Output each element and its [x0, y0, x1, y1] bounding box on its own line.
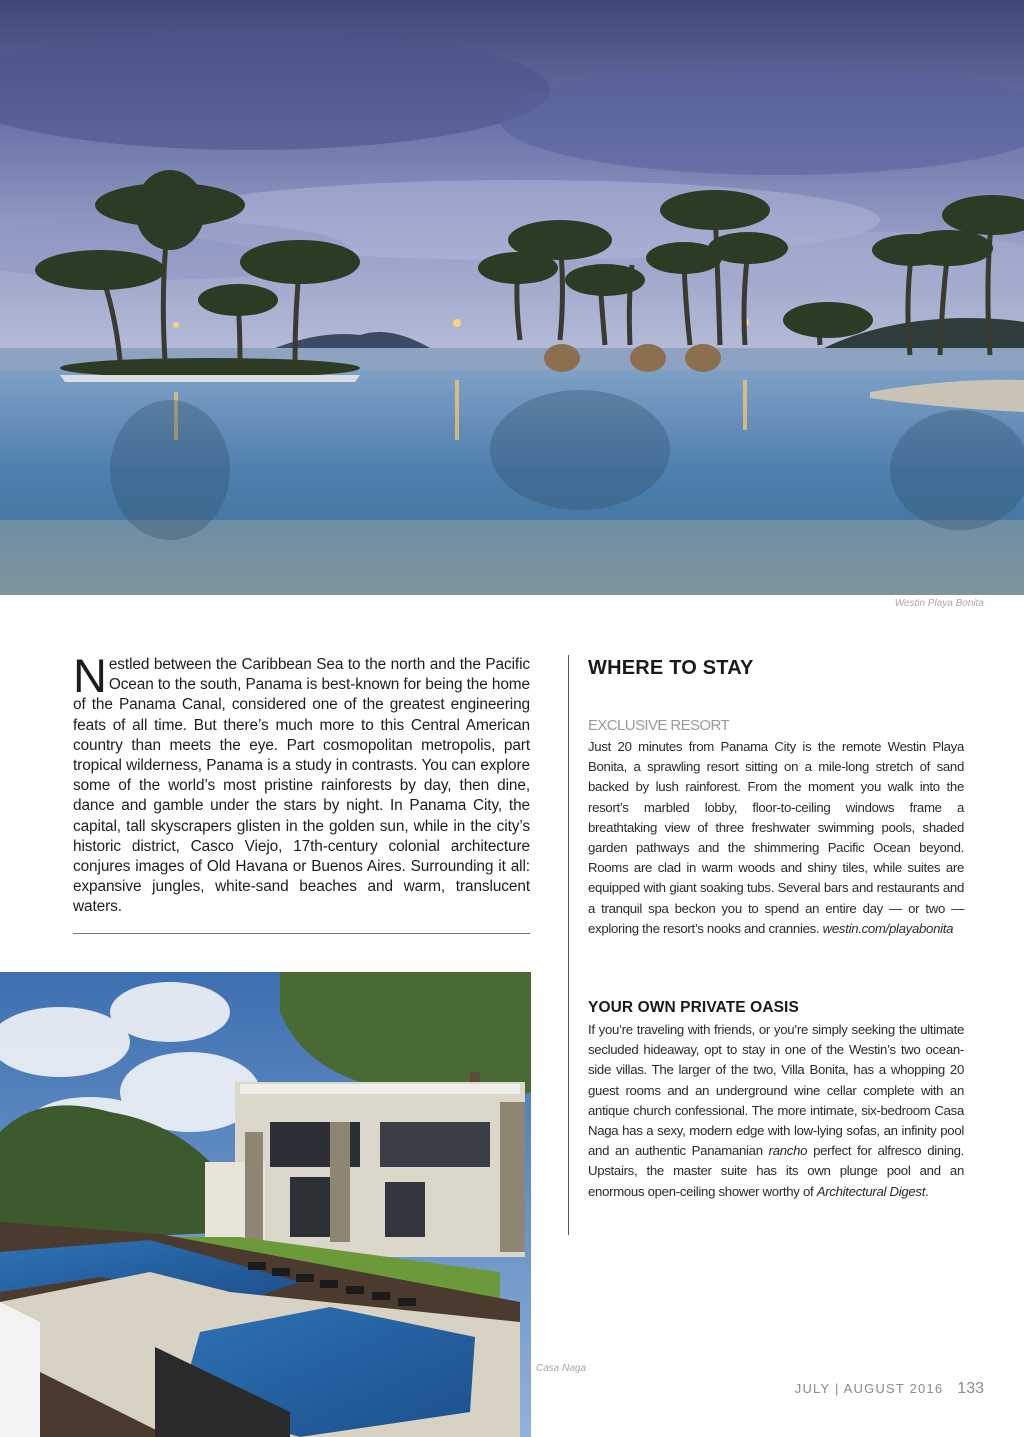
oasis-em-magazine: Architectural Digest [816, 1183, 926, 1199]
exclusive-resort-subheading: EXCLUSIVE RESORT [588, 717, 730, 734]
where-to-stay-heading: WHERE TO STAY [588, 657, 754, 679]
hero-photo [0, 0, 1024, 595]
intro-divider [73, 933, 530, 934]
drop-cap: N [73, 649, 107, 702]
private-oasis-heading: YOUR OWN PRIVATE OASIS [588, 999, 799, 1016]
page-footer [795, 1380, 984, 1398]
intro-text: estled between the Caribbean Sea to the north and the Pacific Ocean to the south, Panama is best-known for being the home of the Panama Canal, considered one of the greatest engineering feats of all time. But there’s much more to this Central American country than meets the eye. Part cosmopolitan metropolis, part tropical wilderness, Panama is a study in contrasts. You can explore some of the world’s most pristine rainforests by day, then dine, dance and gamble under the stars by night. In Panama City, the capital, tall skyscrapers glisten in the golden sun, while in the city’s historic district, Casco Viejo, 17th-century colonial architecture conjures images of Old Havana or Buenos Aires. Surrounding it all: expansive jungles, white-sand beaches and warm, translucent waters. [73, 656, 530, 916]
page-number: 133 [957, 1380, 984, 1397]
villa-photo-caption: Casa Naga [536, 1363, 587, 1374]
oasis-text-1: If you’re traveling with friends, or you’re simply seeking the ultimate secluded hideaway, opt to stay in one of the Westin’s two ocean-side villas. The larger of the two, Villa Bonita, has a whopping 20 guest rooms and an underground wine cellar complete with an antique church confessional. The more intimate, six-bedroom Casa Naga has a sexy, modern edge with low-lying sofas, an infinity pool and an authentic Panamanian [588, 1022, 964, 1159]
hero-photo-caption: Westin Playa Bonita [894, 598, 984, 609]
column-divider [568, 655, 569, 1235]
resort-link[interactable]: westin.com/playabonita [822, 920, 954, 936]
oasis-text-2: perfect for alfresco dining. Upstairs, the master suite has its own plunge pool and an enormous open-ceiling shower worthy of [588, 1143, 964, 1199]
issue-date: JULY | AUGUST 2016 [794, 1381, 944, 1396]
oasis-text-3: . [925, 1183, 929, 1199]
intro-paragraph [73, 649, 530, 918]
exclusive-resort-paragraph [588, 737, 964, 939]
private-oasis-paragraph [588, 1020, 964, 1202]
exclusive-resort-text: Just 20 minutes from Panama City is the remote Westin Playa Bonita, a sprawling resort sitting on a mile-long stretch of sand backed by lush rainforest. From the moment you walk into the resort’s marbled lobby, floor-to-ceiling windows frame a breathtaking view of three freshwater swimming pools, shaded garden pathways and the shimmering Pacific Ocean beyond. Rooms are clad in warm woods and shiny tiles, while suites are equipped with giant soaking tubs. Several bars and restaurants and a tranquil spa beckon you to spend an entire day — or two — exploring the resort’s nooks and crannies. [588, 739, 964, 936]
villa-photo [0, 972, 531, 1437]
oasis-em-rancho: rancho [768, 1143, 808, 1159]
